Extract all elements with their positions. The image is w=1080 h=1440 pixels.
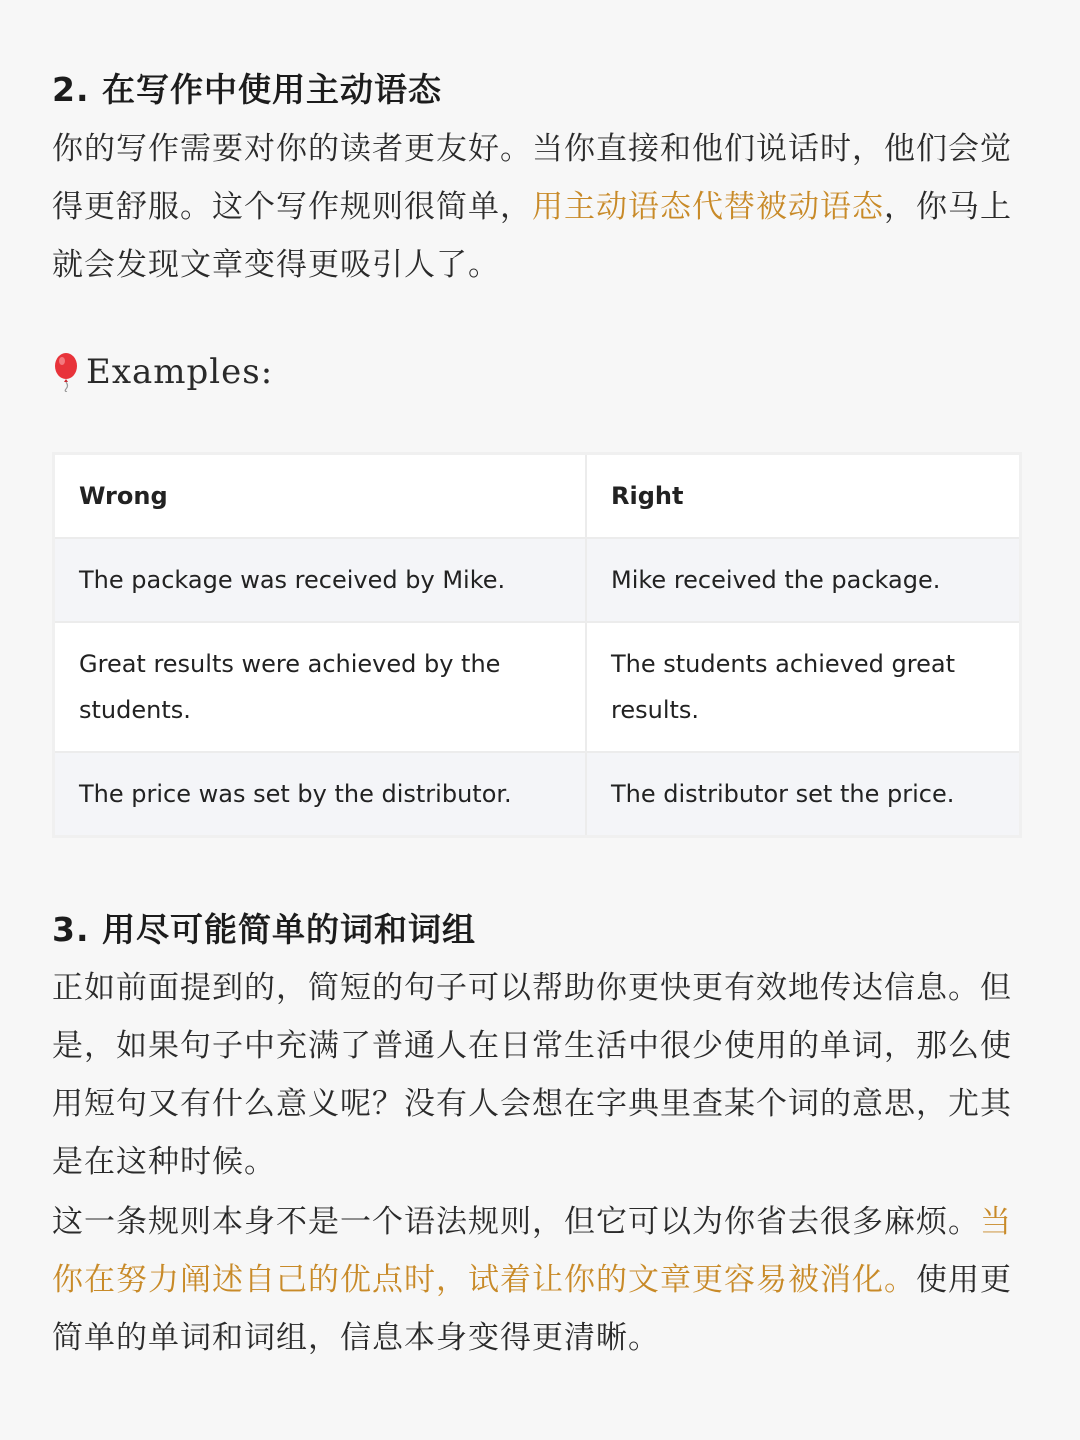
header-right: Right (586, 455, 1019, 538)
table-cell: The package was received by Mike. (55, 538, 586, 622)
table-row (55, 752, 1019, 835)
table-cell: The price was set by the distributor. (55, 752, 586, 835)
examples-label (52, 352, 1024, 392)
section-3-heading: 3. 用尽可能简单的词和词组 (52, 909, 476, 949)
examples-text: Examples: (86, 351, 274, 392)
table-header-row (55, 455, 1019, 538)
red-balloon-icon (52, 352, 82, 392)
highlighted-text: 用主动语态代替被动语态 (532, 188, 884, 225)
highlighted-text: 当你在努力阐述自己的优点时，试着让你的文章更容易被消化。 (52, 1204, 1012, 1299)
header-wrong: Wrong (55, 455, 586, 538)
table-cell: The students achieved great results. (586, 622, 1019, 752)
table-cell: The distributor set the price. (586, 752, 1019, 835)
table-row (55, 622, 1019, 752)
section-3-paragraph-1: 正如前面提到的，简短的句子可以帮助你更快更有效地传达信息。但是，如果句子中充满了普通人在日常生活中很少使用的单词，那么使用短句又有什么意义呢？没有人会想在字典里查某个词的意思，尤其是在这种时候。 (52, 970, 1012, 1181)
section-2-heading: 2. 在写作中使用主动语态 (52, 70, 442, 109)
table-cell: Great results were achieved by the students. (55, 622, 586, 752)
table-cell: Mike received the package. (586, 538, 1019, 622)
section-3-paragraph-2: 这一条规则本身不是一个语法规则，但它可以为你省去很多麻烦。当你在努力阐述自己的优点时，试着让你的文章更容易被消化。使用更简单的单词和词组，信息本身变得更清晰。 (52, 1204, 1012, 1357)
section-2-paragraph: 你的写作需要对你的读者更友好。当你直接和他们说话时，他们会觉得更舒服。这个写作规则很简单，用主动语态代替被动语态，你马上就会发现文章变得更吸引人了。 (52, 130, 1012, 283)
table-row (55, 538, 1019, 622)
examples-table (52, 452, 1022, 838)
